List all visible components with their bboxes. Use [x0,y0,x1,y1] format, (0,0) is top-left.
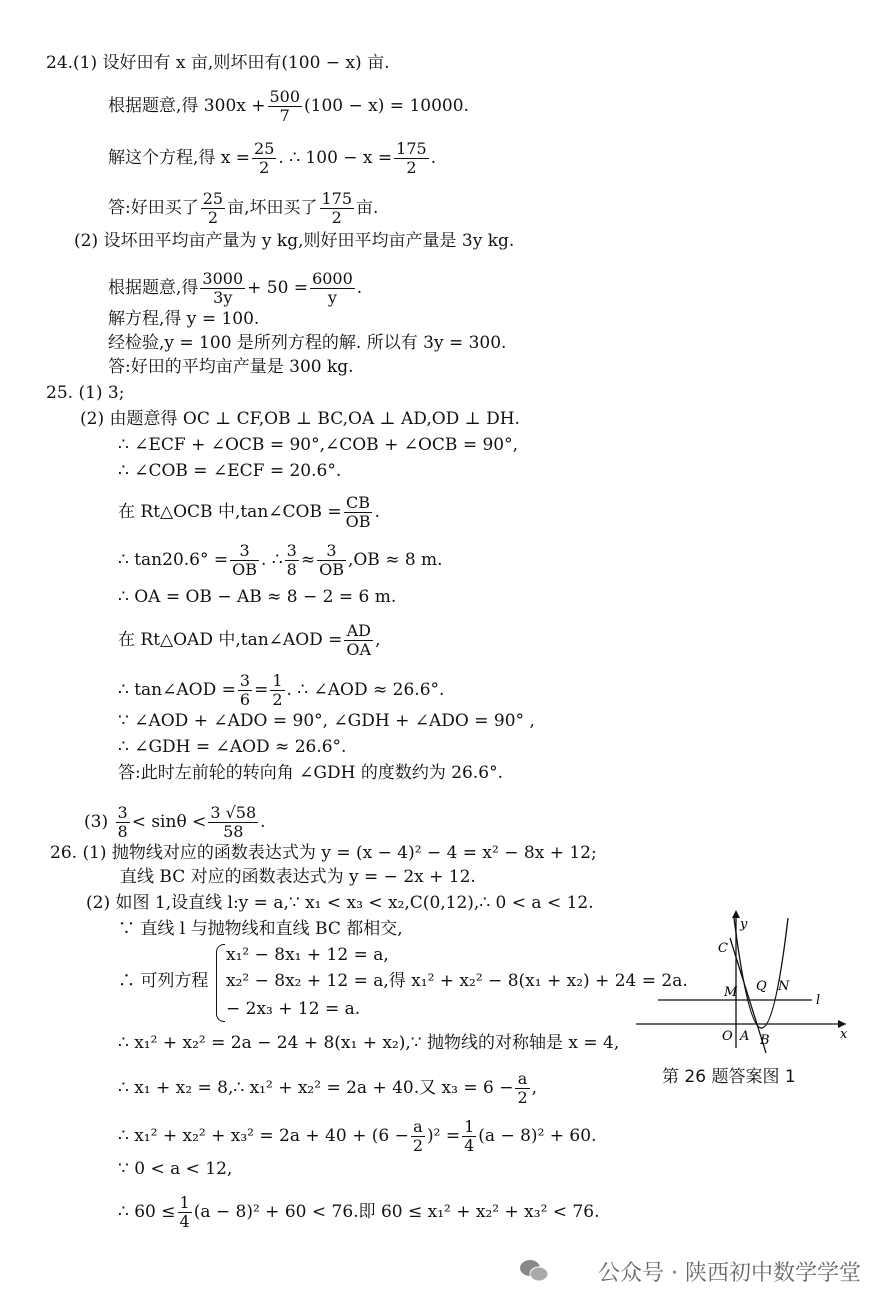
label-y: y [740,917,748,932]
q24-line-9: 答:好田的平均亩产量是 300 kg. [108,357,354,377]
q26-line-2: 直线 BC 对应的函数表达式为 y = − 2x + 12. [120,867,476,887]
q26-line-9: ∵ 0 < a < 12, [118,1159,233,1179]
label-l: l [816,993,821,1008]
q26-line-6: ∴ x₁² + x₂² = 2a − 24 + 8(x₁ + x₂),∵ 抛物线的对称轴是 x = 4, [118,1033,620,1053]
figure-caption: 第 26 题答案图 1 [662,1067,796,1087]
q24-line-4: 答:好田买了 $\frac{25}{2}$ 亩,坏田买了 $\frac{175}{2}$ 亩. [108,189,379,227]
q25-line-5: 在 Rt△OCB 中,tan∠COB = $\frac{CB}{OB}$ . [118,493,380,531]
label-a: A [740,1029,750,1044]
q25-line-7: ∴ OA = OB − AB ≈ 8 − 2 = 6 m. [118,587,397,607]
parabola [734,918,788,1028]
q24-line-8: 经检验,y = 100 是所列方程的解. 所以有 3y = 300. [108,333,507,353]
q26-line-7: ∴ x₁ + x₂ = 8,∴ x₁² + x₂² = 2a + 40.又 x₃ = 6 − $\frac{a}{2}$ , [118,1069,538,1107]
system-eq-2: x₂² − 8x₂ + 12 = a,得 x₁² + x₂² − 8(x₁ + x₂) + 24 = 2a. [226,971,688,991]
q26-line-3: (2) 如图 1,设直线 l:y = a,∵ x₁ < x₃ < x₂,C(0,12),∴ 0 < a < 12. [86,893,594,913]
q25-line-8: 在 Rt△OAD 中,tan∠AOD = $\frac{AD}{OA}$ , [118,621,381,659]
system-eq-3: − 2x₃ + 12 = a. [226,999,361,1019]
parabola-figure [636,908,852,1058]
q25-line-6: ∴ tan20.6° = $\frac{3}{OB}$ . ∴ $\frac{3}{8}$ ≈ $\frac{3}{OB}$ ,OB ≈ 8 m. [118,541,443,579]
label-x: x [840,1027,848,1042]
q25-line-2: (2) 由题意得 OC ⊥ CF,OB ⊥ BC,OA ⊥ AD,OD ⊥ DH. [80,409,520,429]
label-q: Q [756,979,767,994]
q24-line-5: (2) 设坏田平均亩产量为 y kg,则好田平均亩产量是 3y kg. [74,231,515,251]
q25-line-9: ∴ tan∠AOD = $\frac{3}{6}$ = $\frac{1}{2}$ . ∴ ∠AOD ≈ 26.6°. [118,671,445,709]
q26-line-5: ∴ 可列方程 [118,971,209,991]
watermark-text: 公众号 · 陕西初中数学学堂 [598,1261,861,1286]
q25-line-12: 答:此时左前轮的转向角 ∠GDH 的度数约为 26.6°. [118,763,503,783]
q25-line-13: (3) $\frac{3}{8}$ < sinθ < $\frac{3 √58}{58}$ . [84,803,266,841]
q24-line-7: 解方程,得 y = 100. [108,309,260,329]
system-brace [216,944,225,1022]
q25-line-10: ∵ ∠AOD + ∠ADO = 90°, ∠GDH + ∠ADO = 90° , [118,711,535,731]
q26-line-1: 26. (1) 抛物线对应的函数表达式为 y = (x − 4)² − 4 = x² − 8x + 12; [50,843,597,863]
label-o: O [722,1029,733,1044]
q25-line-4: ∴ ∠COB = ∠ECF = 20.6°. [118,461,342,481]
q26-line-10: ∴ 60 ≤ $\frac{1}{4}$ (a − 8)² + 60 < 76.即 60 ≤ x₁² + x₂² + x₃² < 76. [118,1193,600,1231]
label-n: N [778,979,790,994]
q25-line-1: 25. (1) 3; [46,383,125,403]
q25-line-3: ∴ ∠ECF + ∠OCB = 90°,∠COB + ∠OCB = 90°, [118,435,518,455]
label-c: C [718,941,728,956]
label-b: B [760,1033,770,1048]
fraction: $\frac{500}{7}$ [269,87,301,125]
q25-line-11: ∴ ∠GDH = ∠AOD ≈ 26.6°. [118,737,347,757]
q24-line-6: 根据题意,得 $\frac{3000}{3y}$ + 50 = $\frac{6000}{y}$ . [108,269,363,307]
q24-line-1: 24.(1) 设好田有 x 亩,则坏田有(100 − x) 亩. [46,53,390,73]
wechat-icon [519,1258,549,1284]
system-eq-1: x₁² − 8x₁ + 12 = a, [226,945,389,965]
label-m: M [724,985,738,1000]
q24-line-2: 根据题意,得 300x + $\frac{500}{7}$ (100 − x) = 10000. [108,87,469,125]
q24-line-3: 解这个方程,得 x = $\frac{25}{2}$ . ∴ 100 − x = $\frac{175}{2}$ . [108,139,437,177]
y-axis-arrow [732,910,740,918]
q26-line-8: ∴ x₁² + x₂² + x₃² = 2a + 40 + (6 − $\frac{a}{2}$ )² = $\frac{1}{4}$ (a − 8)² + 60. [118,1117,597,1155]
q26-line-4: ∵ 直线 l 与抛物线和直线 BC 都相交, [118,919,403,939]
